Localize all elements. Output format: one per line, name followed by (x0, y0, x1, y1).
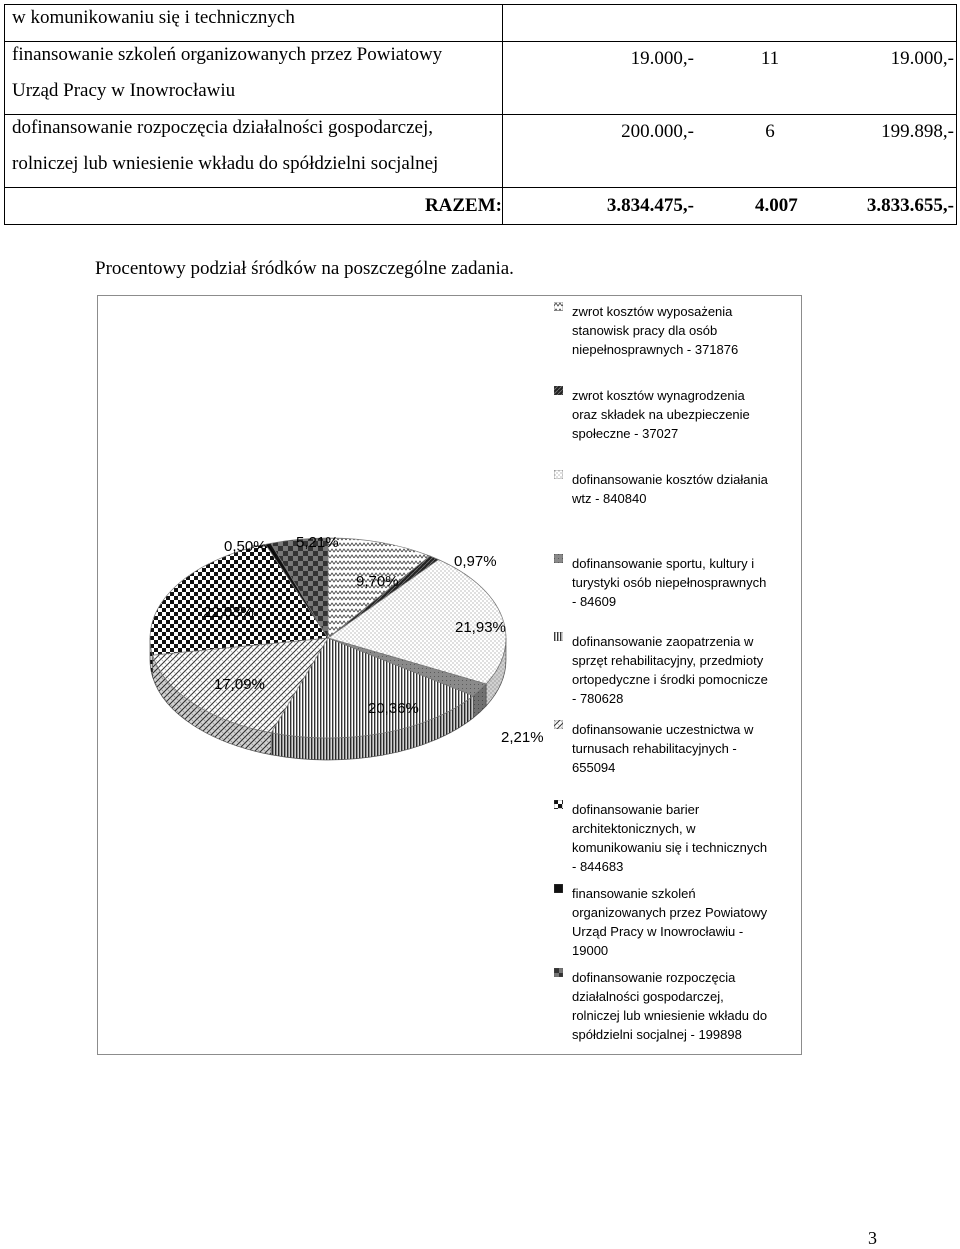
pie-data-label: 0,50% (224, 538, 267, 555)
legend-swatch (554, 968, 563, 977)
total-label: RAZEM: (5, 188, 503, 225)
legend-label-line: finansowanie szkoleń (572, 886, 696, 901)
legend-label-line: organizowanych przez Powiatowy (572, 905, 768, 920)
table-row (5, 42, 957, 115)
legend-label-line: rolniczej lub wniesienie wkładu do (572, 1008, 768, 1023)
legend-label (554, 800, 800, 876)
planned-amount: 200.000,- (621, 121, 694, 142)
values-cell (503, 115, 957, 188)
legend-label-line: oraz składek na ubezpieczenie (572, 407, 750, 422)
total-row (5, 188, 957, 225)
task-cell (5, 42, 503, 115)
legend-item (554, 386, 800, 443)
legend-label-line: dofinansowanie barier (572, 802, 700, 817)
legend-label (554, 470, 800, 508)
legend-label (554, 884, 800, 960)
legend-label (554, 554, 800, 611)
values-cell (503, 5, 957, 42)
pie-data-label: 9,70% (356, 573, 399, 590)
chart-caption: Procentowy podział śródków na poszczególne zadania. (95, 258, 514, 279)
legend-swatch (554, 386, 563, 395)
legend-label-line: dofinansowanie rozpoczęcia (572, 970, 736, 985)
legend-label (554, 302, 800, 359)
legend-item (554, 554, 800, 611)
pie-data-label: 20,36% (368, 700, 419, 717)
legend-label-line: stanowisk pracy dla osób (572, 323, 718, 338)
legend-label-line: dofinansowanie kosztów działania (572, 472, 768, 487)
legend-label-line: dofinansowanie zaopatrzenia w (572, 634, 754, 649)
legend-label-line: społeczne - 37027 (572, 426, 679, 441)
legend-item (554, 470, 800, 508)
task-text: finansowanie szkoleń organizowanych przez Powiatowy (12, 44, 443, 65)
total-count: 4.007 (755, 195, 798, 216)
values-cell (503, 42, 957, 115)
legend-swatch (554, 800, 563, 809)
spent-amount: 199.898,- (881, 121, 954, 142)
legend-label (554, 632, 800, 708)
legend-item (554, 720, 800, 777)
task-text: dofinansowanie rozpoczęcia działalności gospodarczej, (12, 117, 433, 138)
pie-data-label: 5,21% (296, 534, 339, 551)
legend-label-line: turystyki osób niepełnosprawnych (572, 575, 767, 590)
legend-item (554, 800, 800, 876)
legend-label-line: - 780628 (572, 691, 624, 706)
legend-label-line: - 844683 (572, 859, 624, 874)
legend-label-line: działalności gospodarczej, (572, 989, 724, 1004)
legend-label-line: niepełnosprawnych - 371876 (572, 342, 739, 357)
legend-label (554, 386, 800, 443)
legend-label-line: architektonicznych, w (572, 821, 696, 836)
legend-label-line: wtz - 840840 (572, 491, 647, 506)
legend-label-line: zwrot kosztów wynagrodzenia (572, 388, 745, 403)
legend-label (554, 720, 800, 777)
pie-data-label: 21,93% (455, 619, 506, 636)
legend-label-line: 655094 (572, 760, 616, 775)
table-row (5, 5, 957, 42)
legend-item (554, 884, 800, 960)
pie-data-label: 22,03% (203, 604, 254, 621)
legend-label-line: ortopedyczne i środki pomocnicze (572, 672, 768, 687)
legend-label-line: spółdzielni socjalnej - 199898 (572, 1027, 742, 1042)
pie-data-label: 0,97% (454, 553, 497, 570)
legend-label-line: Urząd Pracy w Inowrocławiu - (572, 924, 744, 939)
pie-top-faces (150, 538, 506, 738)
pie-chart (97, 295, 802, 1055)
task-cell (5, 115, 503, 188)
legend-label-line: dofinansowanie sportu, kultury i (572, 556, 755, 571)
legend-label-line: turnusach rehabilitacyjnych - (572, 741, 737, 756)
legend-label-line: zwrot kosztów wyposażenia (572, 304, 733, 319)
planned-amount: 19.000,- (630, 48, 694, 69)
legend-swatch (554, 632, 563, 641)
legend-label-line: sprzęt rehabilitacyjny, przedmioty (572, 653, 764, 668)
legend-swatch (554, 554, 563, 563)
table-row (5, 115, 957, 188)
task-text: w komunikowaniu się i technicznych (12, 7, 295, 28)
legend-item (554, 302, 800, 359)
legend-swatch (554, 470, 563, 479)
task-cell (5, 5, 503, 42)
legend-label (554, 968, 800, 1044)
pie-data-label: 17,09% (214, 676, 265, 693)
beneficiary-count: 11 (760, 48, 780, 69)
page-number: 3 (868, 1228, 877, 1248)
total-spent: 3.833.655,- (866, 195, 954, 216)
legend-label-line: 19000 (572, 943, 609, 958)
pie-data-label: 2,21% (501, 729, 544, 746)
beneficiary-count: 6 (765, 121, 775, 142)
total-planned: 3.834.475,- (606, 195, 694, 216)
legend-item (554, 632, 800, 708)
funding-table (4, 4, 957, 225)
legend-swatch (554, 884, 563, 893)
legend-swatch (554, 302, 563, 311)
task-text: Urząd Pracy w Inowrocławiu (12, 80, 236, 101)
task-text: rolniczej lub wniesienie wkładu do spółdzielni socjalnej (12, 153, 439, 174)
legend-item (554, 968, 800, 1044)
total-values-cell (503, 188, 957, 225)
legend-label-line: dofinansowanie uczestnictwa w (572, 722, 754, 737)
legend-swatch (554, 720, 563, 729)
spent-amount: 19.000,- (890, 48, 954, 69)
legend-label-line: - 84609 (572, 594, 617, 609)
legend-label-line: komunikowaniu się i technicznych (572, 840, 768, 855)
